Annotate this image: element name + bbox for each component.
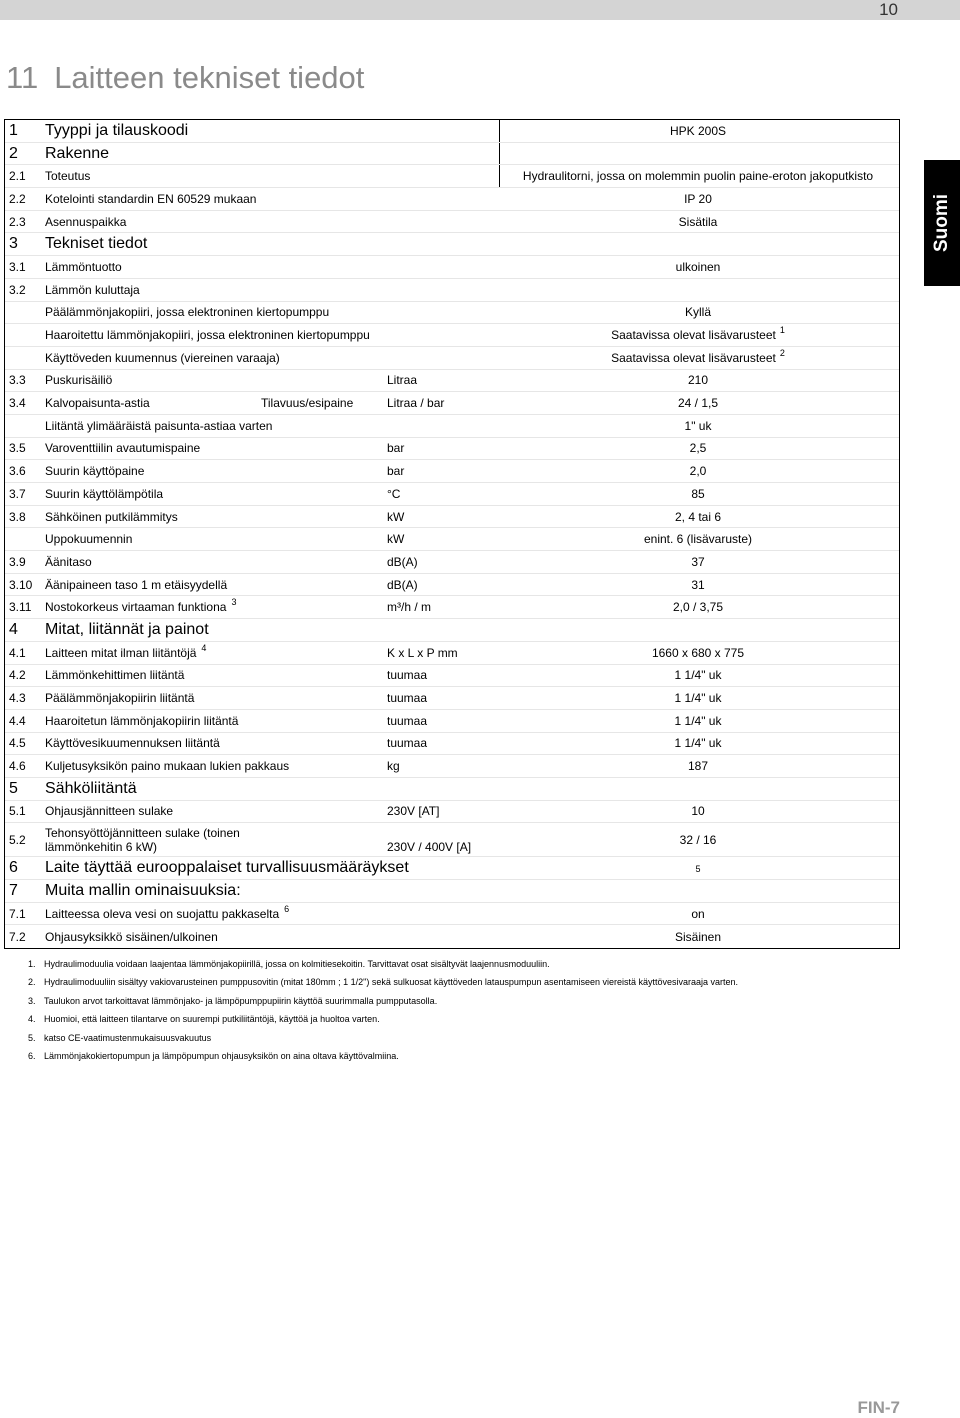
row-unit: tuumaa (387, 691, 428, 706)
row-label-text: Lämmönkehittimen liitäntä (45, 668, 185, 683)
row-value (603, 555, 793, 569)
row-label (45, 373, 112, 387)
row-label (45, 169, 90, 183)
spec-row (5, 347, 899, 370)
footnote-text: Hydraulimoduuliin sisältyy vakiovarusteinen pumppusovitin (mitat 180mm ; 1 1/2") sekä sulkuosat käyttöveden latauspumpun asentamiseen viereistä käyttövesivaraaja varten. (44, 977, 739, 988)
spec-row (5, 256, 899, 279)
row-value-text: 24 / 1,5 (677, 396, 719, 411)
row-label-text: Haaroitettu lämmönjakopiiri, jossa elektroninen kiertopumppu (45, 328, 370, 343)
spec-row (5, 392, 899, 415)
row-value (603, 859, 793, 877)
row-number: 2 (9, 144, 18, 162)
row-label (45, 930, 218, 944)
row-value (603, 441, 793, 455)
footnote-number: 1. (28, 959, 36, 969)
row-label-text: Mitat, liitännät ja painot (45, 620, 209, 638)
spec-table (4, 119, 900, 949)
row-label (45, 396, 150, 410)
spec-row (5, 596, 899, 619)
row-label-text: Päälämmönjakopiiri, jossa elektroninen kiertopumppu (45, 305, 330, 320)
row-number: 4.1 (9, 645, 26, 660)
row-label-text: Suurin käyttölämpötila (45, 486, 164, 501)
row-unit: °C (387, 486, 401, 501)
row-value-text: Saatavissa olevat lisävarusteet (611, 328, 776, 343)
spec-row (5, 506, 899, 529)
spec-row (5, 642, 899, 665)
row-label (45, 419, 272, 433)
row-label (45, 351, 280, 365)
spec-row (5, 619, 899, 642)
language-label: Suomi (931, 193, 952, 253)
row-value-text: 31 (691, 577, 705, 592)
spec-row (5, 880, 899, 903)
spec-row (5, 302, 899, 325)
row-number: 4.5 (9, 736, 26, 751)
footnote-item (28, 995, 918, 1013)
row-label (45, 736, 220, 750)
row-value (603, 464, 793, 478)
row-value (503, 169, 893, 183)
row-value-text: on (691, 906, 705, 921)
footnote-ref: 2 (779, 347, 785, 358)
row-unit: tuumaa (387, 668, 428, 683)
row-value (603, 192, 793, 206)
row-label (45, 555, 92, 569)
row-value-text: 1 1/4" uk (674, 668, 722, 683)
row-number: 3 (9, 235, 18, 253)
row-unit: 230V [AT] (387, 804, 440, 819)
row-value (603, 419, 793, 433)
row-value-text: enint. 6 (lisävaruste) (643, 532, 753, 547)
spec-row (5, 801, 899, 824)
section-title: Laitteen tekniset tiedot (54, 60, 365, 95)
row-value-text: Saatavissa olevat lisävarusteet (611, 350, 776, 365)
row-unit: tuumaa (387, 713, 428, 728)
row-label-text: Uppokuumennin (45, 532, 133, 547)
row-unit: K x L x P mm (387, 645, 458, 660)
spec-row (5, 233, 899, 256)
row-label-text: Muita mallin ominaisuuksia: (45, 881, 241, 899)
row-unit: dB(A) (387, 577, 418, 592)
page-title (6, 60, 364, 96)
footnote-text: Huomioi, että laitteen tilantarve on suurempi putkiliitäntöjä, käyttöä ja huoltoa varten. (44, 1014, 380, 1025)
footnote-text: Taulukon arvot tarkoittavat lämmönjako- ja lämpöpumppupiirin käyttöä suurimmalla pumpputasolla. (44, 995, 438, 1006)
footnote-number: 5. (28, 1032, 36, 1043)
row-label (45, 859, 409, 877)
row-value-text: 2, 4 tai 6 (674, 509, 722, 524)
row-sublabel: Tilavuus/esipaine (261, 396, 354, 411)
spec-row (5, 733, 899, 756)
row-label (45, 283, 140, 297)
spec-row (5, 857, 899, 880)
spec-row (5, 823, 899, 857)
row-value-text: 1 1/4" uk (674, 713, 722, 728)
row-value-text: Hydraulitorni, jossa on molemmin puolin paine-eroton jakoputkisto (522, 169, 874, 184)
row-unit: Litraa (387, 373, 418, 388)
row-label (45, 882, 241, 900)
row-number: 4.2 (9, 668, 26, 683)
row-label (45, 597, 237, 615)
footnote-item (28, 1013, 918, 1031)
row-value (603, 373, 793, 387)
row-number: 5 (9, 779, 18, 797)
row-number: 4.4 (9, 713, 26, 728)
row-label (45, 668, 184, 682)
footnote-ref: 3 (231, 597, 237, 608)
row-label (45, 714, 238, 728)
row-label-text: Sähköinen putkilämmitys (45, 509, 178, 524)
row-number: 3.5 (9, 441, 26, 456)
spec-row (5, 415, 899, 438)
row-label-text: Tyyppi ja tilauskoodi (45, 121, 189, 139)
row-label (45, 235, 147, 253)
footnote-item (28, 1050, 918, 1068)
row-unit: kW (387, 532, 405, 547)
row-label (45, 464, 144, 478)
row-label (45, 510, 178, 524)
row-number: 3.11 (9, 600, 32, 615)
row-label (45, 192, 256, 206)
spec-row (5, 438, 899, 461)
row-unit: m³/h / m (387, 600, 431, 615)
row-label (45, 780, 137, 798)
row-value-text: 1660 x 680 x 775 (651, 645, 745, 660)
row-number: 1 (9, 121, 18, 139)
row-label (45, 532, 132, 546)
row-unit: bar (387, 441, 405, 456)
row-number: 3.4 (9, 396, 26, 411)
row-number: 3.7 (9, 486, 26, 501)
row-value (603, 396, 793, 410)
row-value-text: 1 1/4" uk (674, 691, 722, 706)
row-value (603, 736, 793, 750)
row-label: Tehonsyöttöjännitteen sulake (toinen lämmönkehitin 6 kW) (45, 825, 240, 854)
row-label (45, 328, 370, 342)
row-label (45, 691, 194, 705)
row-label-text: Kotelointi standardin EN 60529 mukaan (45, 191, 257, 206)
row-label-text: Lämmöntuotto (45, 259, 122, 274)
row-label (45, 215, 126, 229)
spec-row (5, 925, 899, 948)
row-label-text: Äänipaineen taso 1 m etäisyydellä (45, 577, 228, 592)
row-label (45, 305, 329, 319)
section-number: 11 (6, 60, 39, 95)
spec-row (5, 211, 899, 234)
row-label (45, 122, 188, 140)
row-value (603, 833, 793, 847)
footnote-ref: 1 (779, 325, 785, 336)
row-label-text: Tekniset tiedot (45, 235, 148, 253)
spec-row (5, 665, 899, 688)
row-value-text: 32 / 16 (679, 832, 717, 847)
row-value (603, 487, 793, 501)
row-label (45, 621, 209, 639)
spec-row (5, 903, 899, 926)
row-label-text: Laitteen mitat ilman liitäntöjä (45, 645, 197, 660)
row-number: 2.1 (9, 169, 26, 184)
row-value (603, 578, 793, 592)
row-number: 4 (9, 620, 18, 638)
row-unit: dB(A) (387, 554, 418, 569)
row-label (45, 642, 207, 660)
row-value (603, 600, 793, 614)
row-value-text: IP 20 (684, 191, 712, 206)
column-divider (499, 143, 500, 165)
spec-row (5, 165, 899, 188)
footnote-item (28, 1032, 918, 1050)
row-unit: 230V / 400V [A] (387, 840, 472, 855)
row-value (603, 532, 793, 546)
row-label-text: Haaroitetun lämmönjakopiirin liitäntä (45, 713, 239, 728)
spec-row (5, 687, 899, 710)
footnote-number: 4. (28, 1014, 36, 1025)
row-value-text: 1 1/4" uk (674, 736, 722, 751)
row-number: 7.1 (9, 906, 26, 921)
row-label-text: Käyttöveden kuumennus (viereinen varaaja) (45, 350, 280, 365)
spec-row (5, 551, 899, 574)
row-value-text: HPK 200S (669, 123, 727, 138)
footnote-item (28, 976, 918, 994)
header-bar (0, 0, 960, 20)
row-value (603, 691, 793, 705)
row-value-text: 2,0 (689, 464, 707, 479)
spec-row (5, 143, 899, 166)
row-number: 3.2 (9, 282, 26, 297)
row-label (45, 578, 227, 592)
row-label (45, 804, 173, 818)
row-label-text: Liitäntä ylimääräistä paisunta-astiaa varten (45, 418, 273, 433)
row-value-text: 187 (687, 759, 709, 774)
row-value-text: Kyllä (684, 305, 711, 320)
row-value-text: 5 (695, 864, 701, 875)
row-label-text: Nostokorkeus virtaaman funktiona (45, 600, 227, 615)
row-value (603, 714, 793, 728)
row-label-text: Suurin käyttöpaine (45, 464, 145, 479)
footnote-number: 2. (28, 977, 36, 988)
row-value-text: 210 (687, 373, 709, 388)
page-footer: FIN-7 (857, 1398, 900, 1417)
footnote-number: 6. (28, 1050, 36, 1061)
row-number: 3.10 (9, 577, 33, 592)
spec-row (5, 120, 899, 143)
row-label-text: Varoventtiilin avautumispaine (45, 441, 201, 456)
row-value-text: 1" uk (684, 418, 712, 433)
row-value (603, 907, 793, 921)
row-value (603, 646, 793, 660)
spec-row (5, 778, 899, 801)
row-value (603, 930, 793, 944)
spec-row (5, 483, 899, 506)
spec-row (5, 710, 899, 733)
page-number: 10 (879, 0, 898, 19)
row-value (603, 305, 793, 319)
row-label-text: Asennuspaikka (45, 214, 127, 229)
row-label-text: Kalvopaisunta-astia (45, 396, 150, 411)
row-value-text: Sisäinen (674, 929, 722, 944)
row-number: 3.9 (9, 554, 26, 569)
row-number: 5.2 (9, 832, 26, 847)
row-value-text: 85 (691, 486, 705, 501)
row-label (45, 145, 109, 163)
row-label (45, 260, 122, 274)
row-value-text: 2,0 / 3,75 (672, 600, 724, 615)
row-label-text: Päälämmönjakopiirin liitäntä (45, 691, 195, 706)
row-value (603, 347, 793, 365)
row-unit: kW (387, 509, 405, 524)
spec-row (5, 574, 899, 597)
footnote-item (28, 958, 918, 976)
row-number: 5.1 (9, 804, 26, 819)
row-label-text: Käyttövesikuumennuksen liitäntä (45, 736, 220, 751)
footnote-ref: 6 (284, 903, 290, 914)
row-label-text: Sähköliitäntä (45, 779, 137, 797)
row-label-text: Rakenne (45, 144, 110, 162)
row-label (45, 903, 290, 921)
row-value (603, 510, 793, 524)
row-number: 7.2 (9, 929, 26, 944)
row-label (45, 441, 200, 455)
row-value (603, 759, 793, 773)
row-number: 6 (9, 859, 18, 877)
row-label-text: Ohjausjännitteen sulake (45, 804, 174, 819)
row-value-text: 2,5 (689, 441, 707, 456)
row-number: 3.6 (9, 464, 26, 479)
row-label-text: Laitteessa oleva vesi on suojattu pakkaselta (45, 906, 280, 921)
spec-row (5, 279, 899, 302)
footnote-text: Hydraulimoduulia voidaan laajentaa lämmönjakopiirillä, jossa on kolmitiesekoitin. Tarvittavat osat sisältyvät laajennusmoduuliin. (44, 959, 550, 969)
spec-row (5, 324, 899, 347)
footnote-text: katso CE-vaatimustenmukaisuusvakuutus (44, 1032, 212, 1043)
row-value-text: ulkoinen (675, 259, 721, 274)
column-divider (499, 120, 500, 142)
row-value (603, 804, 793, 818)
row-value (603, 215, 793, 229)
spec-row (5, 460, 899, 483)
row-value-text: Sisätila (678, 214, 718, 229)
footnote-number: 3. (28, 995, 36, 1006)
row-label (45, 487, 163, 501)
row-value (603, 122, 793, 140)
row-label-text: Äänitaso (45, 554, 92, 569)
row-number: 3.1 (9, 259, 26, 274)
row-unit: bar (387, 464, 405, 479)
row-number: 2.3 (9, 214, 26, 229)
row-number: 3.3 (9, 373, 26, 388)
row-number: 3.8 (9, 509, 26, 524)
language-tab (924, 160, 960, 286)
row-label (45, 759, 289, 773)
row-label-text: Laite täyttää eurooppalaiset turvallisuusmääräykset (45, 859, 409, 877)
footnotes (28, 958, 918, 1068)
row-label-text: Toteutus (45, 169, 91, 184)
column-divider (499, 165, 500, 187)
row-unit: Litraa / bar (387, 396, 445, 411)
row-label-text: Puskurisäiliö (45, 373, 113, 388)
row-number: 7 (9, 881, 18, 899)
row-label-text: Lämmön kuluttaja (45, 282, 140, 297)
row-unit: kg (387, 759, 400, 774)
row-label-text: Ohjausyksikkö sisäinen/ulkoinen (45, 929, 218, 944)
row-value-text: 10 (691, 804, 705, 819)
row-value (603, 668, 793, 682)
spec-row (5, 755, 899, 778)
spec-row (5, 188, 899, 211)
row-value (603, 260, 793, 274)
footnote-text: Lämmönjakokiertopumpun ja lämpöpumpun ohjausyksikön on aina oltava käyttövalmiina. (44, 1050, 399, 1061)
footnote-ref: 4 (201, 642, 207, 653)
row-number: 4.6 (9, 759, 26, 774)
row-number: 4.3 (9, 691, 26, 706)
spec-row (5, 370, 899, 393)
row-value (603, 325, 793, 343)
spec-row (5, 528, 899, 551)
row-unit: tuumaa (387, 736, 428, 751)
row-value-text: 37 (691, 554, 705, 569)
row-number: 2.2 (9, 191, 26, 206)
row-label-text: Kuljetusyksikön paino mukaan lukien pakkaus (45, 759, 290, 774)
